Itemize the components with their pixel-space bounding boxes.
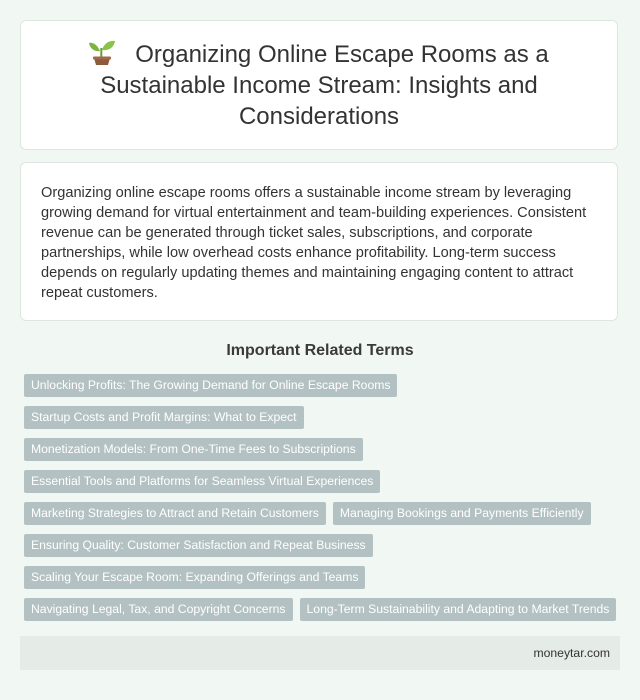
tag-row xyxy=(24,502,624,534)
summary-card xyxy=(20,162,618,321)
title-card xyxy=(20,20,618,150)
related-term-tag[interactable]: Scaling Your Escape Room: Expanding Offerings and Teams xyxy=(24,566,365,589)
related-term-tag[interactable]: Marketing Strategies to Attract and Retain Customers xyxy=(24,502,326,525)
related-terms-list xyxy=(24,374,624,630)
tag-row xyxy=(24,598,624,630)
tag-row xyxy=(24,438,624,470)
page-title xyxy=(61,38,577,132)
related-term-tag[interactable]: Startup Costs and Profit Margins: What to Expect xyxy=(24,406,304,429)
summary-text: Organizing online escape rooms offers a sustainable income stream by leveraging growing demand for virtual entertainment and team-building experiences. Consistent revenue can be generated through ticket sales, subscriptions, and corporate partnerships, while low overhead costs enhance profitability. Long-term success depends on regularly updating themes and maintaining engaging content to attract repeat customers. xyxy=(41,185,587,301)
tag-row xyxy=(24,470,624,502)
related-term-tag[interactable]: Navigating Legal, Tax, and Copyright Concerns xyxy=(24,598,293,621)
related-term-tag[interactable]: Managing Bookings and Payments Efficiently xyxy=(333,502,591,525)
related-terms-heading: Important Related Terms xyxy=(226,342,414,359)
sprout-icon xyxy=(89,38,115,66)
related-term-tag[interactable]: Long-Term Sustainability and Adapting to Market Trends xyxy=(300,598,617,621)
related-term-tag[interactable]: Unlocking Profits: The Growing Demand for Online Escape Rooms xyxy=(24,374,397,397)
related-term-tag[interactable]: Essential Tools and Platforms for Seamless Virtual Experiences xyxy=(24,470,380,493)
related-term-tag[interactable]: Ensuring Quality: Customer Satisfaction and Repeat Business xyxy=(24,534,373,557)
tag-row xyxy=(24,406,624,438)
footer xyxy=(20,636,620,670)
related-term-tag[interactable]: Monetization Models: From One-Time Fees to Subscriptions xyxy=(24,438,363,461)
footer-site-link[interactable]: moneytar.com xyxy=(533,646,610,660)
tag-row xyxy=(24,374,624,406)
tag-row xyxy=(24,534,624,566)
page-title-text: Organizing Online Escape Rooms as a Sustainable Income Stream: Insights and Considerations xyxy=(100,41,549,130)
tag-row xyxy=(24,566,624,598)
